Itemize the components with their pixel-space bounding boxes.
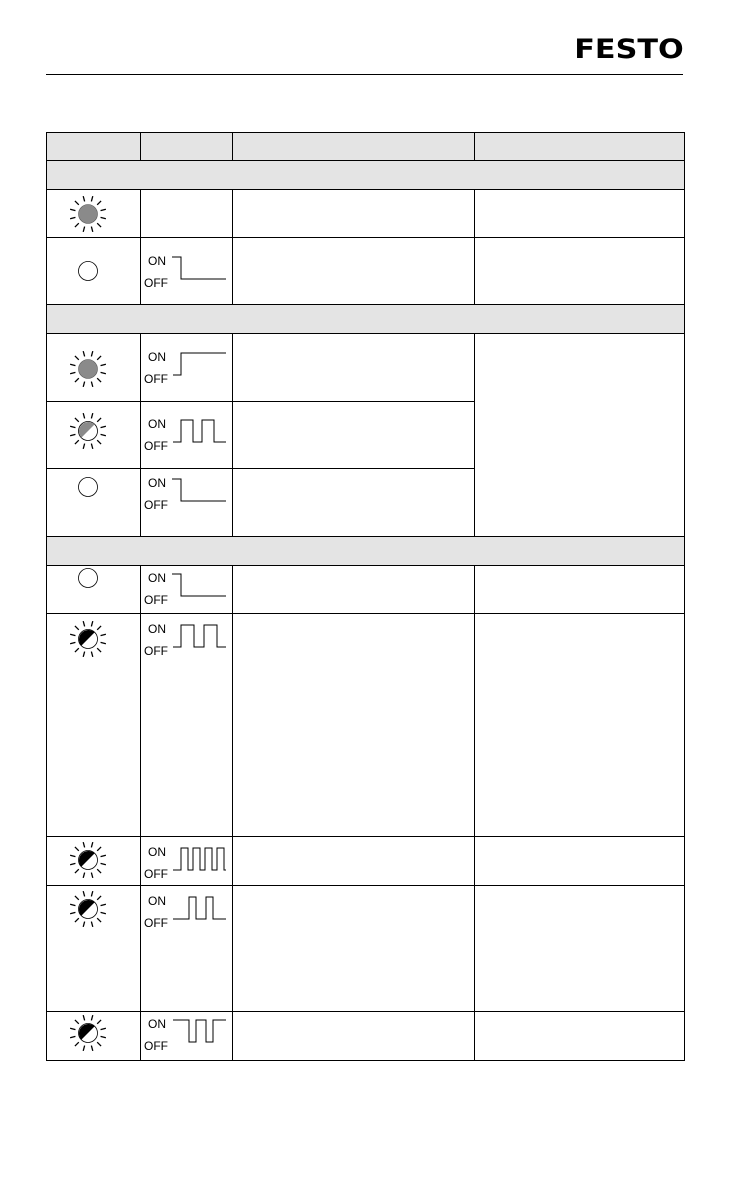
section-band-1 <box>46 160 684 189</box>
led-off-icon <box>79 569 98 588</box>
signal-on-label: ON <box>148 845 166 859</box>
signal-on-label: ON <box>148 571 166 585</box>
signal-on-label: ON <box>148 894 166 908</box>
on-off-signal-icon <box>144 571 226 607</box>
led-status-table <box>46 132 685 1061</box>
on-off-signal-icon <box>144 1017 226 1053</box>
signal-off-label: OFF <box>144 593 168 607</box>
led-lit-icon <box>70 351 106 387</box>
signal-off-label: OFF <box>144 439 168 453</box>
led-lit-icon <box>70 196 106 232</box>
led-half-black-icon <box>70 621 106 657</box>
led-half-black-icon <box>70 842 106 878</box>
signal-off-label: OFF <box>144 916 168 930</box>
signal-off-label: OFF <box>144 276 168 290</box>
signal-on-label: ON <box>148 476 166 490</box>
on-off-signal-icon <box>144 350 226 386</box>
section-band-3 <box>46 536 684 565</box>
signal-on-label: ON <box>148 254 166 268</box>
on-off-signal-icon <box>144 476 226 512</box>
signal-off-label: OFF <box>144 1039 168 1053</box>
signal-on-label: ON <box>148 1017 166 1031</box>
on-off-signal-icon <box>144 254 226 290</box>
led-half-black-icon <box>70 891 106 927</box>
section-band-2 <box>46 304 684 333</box>
led-half-black-icon <box>70 1015 106 1051</box>
signal-off-label: OFF <box>144 498 168 512</box>
festo-logo: FESTO <box>574 34 684 65</box>
signal-off-label: OFF <box>144 644 168 658</box>
signal-on-label: ON <box>148 417 166 431</box>
header-rule <box>46 74 683 75</box>
on-off-signal-icon <box>144 622 226 658</box>
table-header-row <box>46 132 684 160</box>
led-off-icon <box>79 478 98 497</box>
led-off-icon <box>79 262 98 281</box>
signal-on-label: ON <box>148 622 166 636</box>
signal-on-label: ON <box>148 350 166 364</box>
signal-off-label: OFF <box>144 372 168 386</box>
on-off-signal-icon <box>144 894 226 930</box>
on-off-signal-icon <box>144 845 226 881</box>
signal-off-label: OFF <box>144 867 168 881</box>
on-off-signal-icon <box>144 417 226 453</box>
led-half-grey-icon <box>70 413 106 449</box>
